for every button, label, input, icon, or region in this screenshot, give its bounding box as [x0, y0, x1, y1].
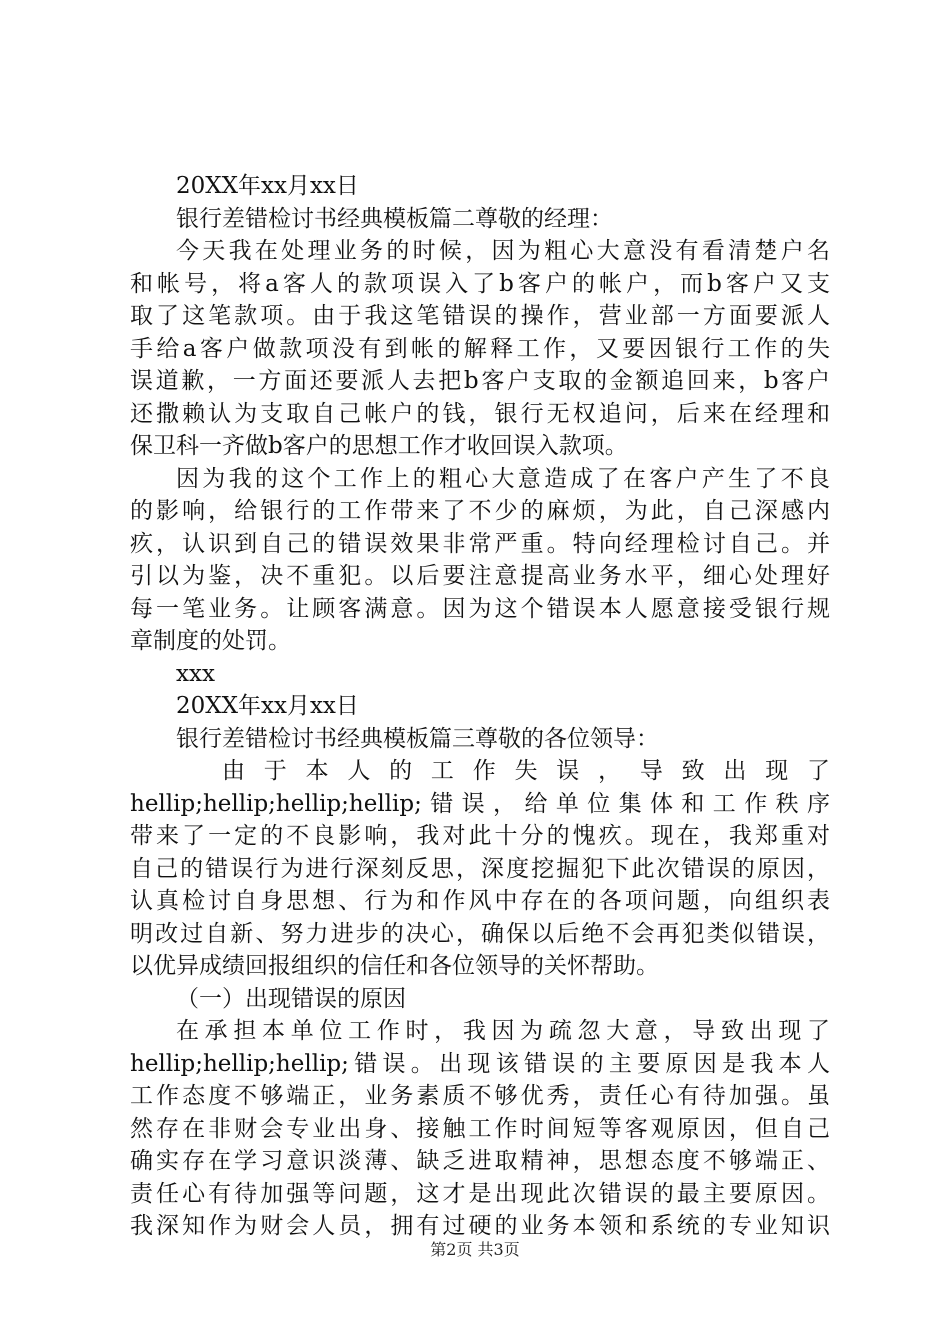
paragraph-line: 今天我在处理业务的时候，因为粗心大意没有看清楚户名: [176, 238, 830, 264]
paragraph-line: 手给a客户做款项没有到帐的解释工作，又要因银行工作的失: [130, 335, 830, 362]
paragraph-line: 还撒赖认为支取自己帐户的钱，银行无权追问，后来在经理和: [130, 400, 830, 427]
paragraph-line: 引以为鉴，决不重犯。以后要注意提高业务水平，细心处理好: [130, 563, 830, 589]
paragraph-line: 误道歉，一方面还要派人去把b客户支取的金额追回来，b客户: [130, 368, 830, 394]
paragraph-line: 和帐号，将a客人的款项误入了b客户的帐户，而b客户又支: [130, 270, 830, 297]
paragraph-line: hellip;hellip;hellip;错误。出现该错误的主要原因是我本人: [130, 1050, 830, 1077]
date-line: 20XX年xx月xx日: [176, 693, 359, 719]
paragraph-line: 我深知作为财会人员，拥有过硬的业务本领和系统的专业知识: [130, 1213, 830, 1239]
page-number: 第2页 共3页: [430, 1240, 520, 1259]
paragraph-line: 由于本人的工作失误，导致出现了: [222, 758, 830, 784]
paragraph-line: 明改过自新、努力进步的决心，确保以后绝不会再犯类似错误，: [130, 920, 830, 947]
paragraph-line: 认真检讨自身思想、行为和作风中存在的各项问题，向组织表: [130, 888, 830, 914]
paragraph-line: 带来了一定的不良影响，我对此十分的愧疚。现在，我郑重对: [130, 823, 830, 849]
paragraph-line: 每一笔业务。让顾客满意。因为这个错误本人愿意接受银行规: [130, 595, 830, 622]
section-heading-2: 银行差错检讨书经典模板篇二尊敬的经理：: [176, 205, 613, 232]
paragraph-line: hellip;hellip;hellip;hellip;错误，给单位集体和工作秩序: [130, 790, 830, 817]
paragraph-line: 以优异成绩回报组织的信任和各位领导的关怀帮助。: [130, 953, 659, 979]
paragraph-line: 保卫科一齐做b客户的思想工作才收回误入款项。: [130, 433, 628, 459]
signature-line: xxx: [176, 660, 215, 687]
paragraph-line: 疚，认识到自己的错误效果非常严重。特向经理检讨自己。并: [130, 530, 830, 557]
page-footer: [0, 1240, 950, 1260]
paragraph-line: 的影响，给银行的工作带来了不少的麻烦，为此，自己深感内: [130, 498, 830, 524]
paragraph-line: 在承担本单位工作时，我因为疏忽大意，导致出现了: [176, 1018, 830, 1044]
paragraph-line: 取了这笔款项。由于我这笔错误的操作，营业部一方面要派人: [130, 303, 830, 329]
paragraph-line: 自己的错误行为进行深刻反思，深度挖掘犯下此次错误的原因，: [130, 855, 830, 882]
document-body: [130, 170, 830, 1243]
paragraph-line: 章制度的处罚。: [130, 628, 291, 654]
paragraph-line: 工作态度不够端正，业务素质不够优秀，责任心有待加强。虽: [130, 1083, 830, 1109]
paragraph-line: 因为我的这个工作上的粗心大意造成了在客户产生了不良: [176, 465, 830, 492]
paragraph-line: 确实存在学习意识淡薄、缺乏进取精神，思想态度不够端正、: [130, 1148, 830, 1174]
paragraph-line: 责任心有待加强等问题，这才是出现此次错误的最主要原因。: [130, 1180, 830, 1207]
date-line: 20XX年xx月xx日: [176, 173, 359, 199]
subsection-heading: （一）出现错误的原因: [176, 985, 406, 1012]
paragraph-line: 然存在非财会专业出身、接触工作时间短等客观原因，但自己: [130, 1115, 830, 1142]
section-heading-3: 银行差错检讨书经典模板篇三尊敬的各位领导：: [176, 725, 659, 752]
